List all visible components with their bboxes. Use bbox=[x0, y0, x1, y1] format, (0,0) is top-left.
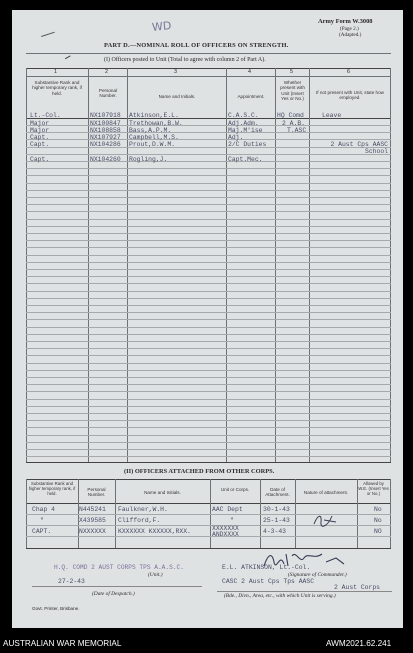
name-cell: Trethowan,B.W. bbox=[129, 120, 183, 127]
ruled-line bbox=[26, 298, 391, 299]
formation-caption: (Bde., Divn., Area, etc., with which Unit is serving.) bbox=[224, 593, 336, 599]
footer-accession-number: AWM2021.62.241 bbox=[326, 639, 392, 648]
col-number-4: 4 bbox=[248, 69, 251, 75]
number-cell: NX107927 bbox=[90, 134, 121, 141]
name-cell: Bass,A.P.M. bbox=[129, 127, 172, 134]
s2-header-date: Date of Attachment. bbox=[265, 487, 290, 498]
ruled-line bbox=[26, 276, 391, 277]
appointment-cell: Capt.Mec. bbox=[228, 156, 263, 163]
col-header-employed: If not present with Unit, state how employed. bbox=[316, 90, 384, 101]
ruled-line bbox=[26, 420, 391, 421]
name-cell: Campbell,M.S. bbox=[129, 134, 179, 141]
ruled-line bbox=[26, 125, 391, 126]
number-cell: NX108858 bbox=[90, 127, 121, 134]
allowed-cell: NO bbox=[374, 528, 382, 535]
ruled-line bbox=[26, 262, 391, 263]
name-cell: KXXXXXX KXXXXX,RXX. bbox=[118, 528, 191, 535]
ruled-line bbox=[26, 348, 391, 349]
appointment-cell: Adj.Adm. bbox=[228, 120, 259, 127]
ruled-line bbox=[26, 211, 391, 212]
number-cell: NX107918 bbox=[90, 112, 121, 119]
ruled-line bbox=[26, 183, 391, 184]
ruled-line bbox=[26, 168, 391, 169]
col-number-6: 6 bbox=[347, 69, 350, 75]
employed-cell: Leave bbox=[322, 112, 342, 119]
despatch-date: 27-2-43 bbox=[58, 578, 85, 585]
ruled-line bbox=[26, 370, 391, 371]
page-title: PART D.—NOMINAL ROLL OF OFFICERS ON STRENGTH. bbox=[104, 42, 289, 49]
number-cell: X439585 bbox=[79, 517, 106, 524]
name-cell: Prout,D.W.M. bbox=[129, 141, 176, 148]
formation: 2 Aust Corps bbox=[334, 584, 381, 591]
ruled-line bbox=[26, 377, 391, 378]
name-cell: Atkinson,E.L. bbox=[129, 112, 179, 119]
form-page bbox=[12, 10, 403, 628]
form-adapted: (Adapted.) bbox=[339, 32, 362, 38]
ruled-line bbox=[26, 406, 391, 407]
ruled-line bbox=[26, 442, 391, 443]
ruled-line bbox=[26, 355, 391, 356]
unit-cell: " bbox=[230, 517, 234, 524]
rank-cell: Chap 4 bbox=[32, 506, 56, 513]
ruled-line bbox=[26, 190, 391, 191]
col-number-2: 2 bbox=[105, 69, 108, 75]
ruled-line bbox=[26, 319, 391, 320]
col-number-1: 1 bbox=[54, 69, 57, 75]
ruled-line bbox=[26, 399, 391, 400]
rank-cell: Major bbox=[30, 120, 50, 127]
present-cell: T.ASC bbox=[287, 127, 307, 134]
ruled-line bbox=[26, 175, 391, 176]
appointment-cell: Maj.M'ise bbox=[228, 127, 263, 134]
ruled-line bbox=[26, 384, 391, 385]
section-1-title: (I) Officers posted to Unit (Total to agree with column 2 of Part A). bbox=[104, 57, 266, 63]
unit-cell: XXXXXXX ANDXXXX bbox=[212, 525, 239, 538]
ruled-line bbox=[26, 305, 391, 306]
footer-institution: AUSTRALIAN WAR MEMORIAL bbox=[3, 639, 122, 648]
rank-cell: CAPT. bbox=[32, 528, 52, 535]
unit-stamp: H.Q. COMD 2 AUST CORPS TPS A.A.S.C. bbox=[54, 564, 184, 571]
despatch-date-caption: (Date of Despatch.) bbox=[92, 591, 135, 597]
number-cell: NX100847 bbox=[90, 120, 121, 127]
col-header-appointment: Appointment. bbox=[237, 94, 265, 99]
s2-header-unit: Unit or Corps. bbox=[220, 487, 250, 492]
col-header-rank: Substantive Rank and higher temporary rank, if held. bbox=[32, 80, 82, 96]
s2-header-nature: Nature of attachment. bbox=[303, 490, 349, 495]
col-header-present: Whether present with Unit (Insert Yes or No.) bbox=[280, 80, 305, 102]
ruled-line bbox=[26, 327, 391, 328]
ruled-line bbox=[26, 247, 391, 248]
ruled-line bbox=[26, 269, 391, 270]
ruled-line bbox=[26, 363, 391, 364]
allowed-cell: No bbox=[374, 517, 382, 524]
section-2-title: (II) OFFICERS ATTACHED FROM OTHER CORPS. bbox=[124, 468, 275, 475]
rank-cell: Capt. bbox=[30, 156, 50, 163]
appointment-cell: Adj. bbox=[228, 134, 244, 141]
ruled-line bbox=[26, 283, 391, 284]
ruled-line bbox=[26, 456, 391, 457]
name-cell: Clifford,F. bbox=[118, 517, 161, 524]
ruled-line bbox=[26, 226, 391, 227]
present-cell: 2 A.B. bbox=[282, 120, 306, 127]
rank-cell: " bbox=[40, 517, 44, 524]
allowed-cell: No bbox=[374, 506, 382, 513]
number-cell: N445241 bbox=[79, 506, 106, 513]
number-cell: NX104286 bbox=[90, 141, 121, 148]
ruled-line bbox=[26, 255, 391, 256]
commander-unit: CASC 2 Aust Cps Tps AASC bbox=[222, 578, 315, 585]
appointment-cell: 2/C Duties bbox=[228, 141, 267, 148]
col-header-name: Name and Initials. bbox=[158, 94, 196, 99]
form-page-number: (Page 2.) bbox=[340, 26, 359, 32]
number-cell: NXXXXXX bbox=[79, 528, 106, 535]
ruled-line bbox=[26, 427, 391, 428]
ruled-line bbox=[26, 435, 391, 436]
ruled-line bbox=[26, 449, 391, 450]
ruled-line bbox=[26, 219, 391, 220]
printer-imprint: Govt. Printer, Brisbane. bbox=[32, 606, 80, 611]
s2-header-allowed: Allowed by W.E. (Insert Yes or No.) bbox=[358, 481, 389, 496]
rank-cell: Major bbox=[30, 127, 50, 134]
ruled-line bbox=[26, 240, 391, 241]
ruled-line bbox=[26, 161, 391, 162]
ruled-line bbox=[26, 312, 391, 313]
initials-scribble-icon bbox=[312, 510, 338, 530]
col-header-number: Personal Number. bbox=[98, 88, 118, 99]
rank-cell: Capt. bbox=[30, 134, 50, 141]
appointment-cell: C.A.S.C. bbox=[228, 112, 259, 119]
commander-caption: (Signature of Commander.) bbox=[288, 572, 347, 578]
corner-scribble-icon bbox=[39, 26, 54, 37]
name-cell: Rogling,J. bbox=[129, 156, 168, 163]
form-id: Army Form W.3008 bbox=[318, 18, 373, 25]
date-cell: 4-3-43 bbox=[263, 528, 287, 535]
ruled-line bbox=[26, 341, 391, 342]
ruled-line bbox=[26, 204, 391, 205]
commander-name: E.L. ATKINSON, Lt.-Col. bbox=[222, 564, 311, 571]
name-cell: Faulkner,W.H. bbox=[118, 506, 168, 513]
s2-header-name: Name and Initials. bbox=[144, 490, 181, 495]
number-cell: NX104260 bbox=[90, 156, 121, 163]
col-number-5: 5 bbox=[290, 69, 293, 75]
s2-header-rank: Substantive Rank and higher temporary rank, if held. bbox=[28, 481, 76, 496]
ruled-line bbox=[26, 197, 391, 198]
rank-cell: Capt. bbox=[30, 141, 50, 148]
ruled-line bbox=[26, 391, 391, 392]
ruled-line bbox=[26, 291, 391, 292]
date-cell: 30-1-43 bbox=[263, 506, 290, 513]
col-number-3: 3 bbox=[174, 69, 177, 75]
ruled-line bbox=[26, 233, 391, 234]
rank-cell: Lt.-Col. bbox=[30, 112, 61, 119]
date-cell: 25-1-43 bbox=[263, 517, 290, 524]
unit-cell: AAC Dept bbox=[212, 506, 243, 513]
ruled-line bbox=[26, 413, 391, 414]
ruled-line bbox=[26, 132, 391, 133]
employed-cell: 2 Aust Cps AASC School bbox=[330, 141, 388, 155]
handwritten-mark: WD bbox=[151, 19, 172, 34]
present-cell: HQ Comd bbox=[277, 112, 304, 119]
s2-header-number: Personal Number. bbox=[87, 487, 106, 498]
unit-caption: (Unit.) bbox=[148, 572, 163, 578]
ruled-line bbox=[26, 334, 391, 335]
